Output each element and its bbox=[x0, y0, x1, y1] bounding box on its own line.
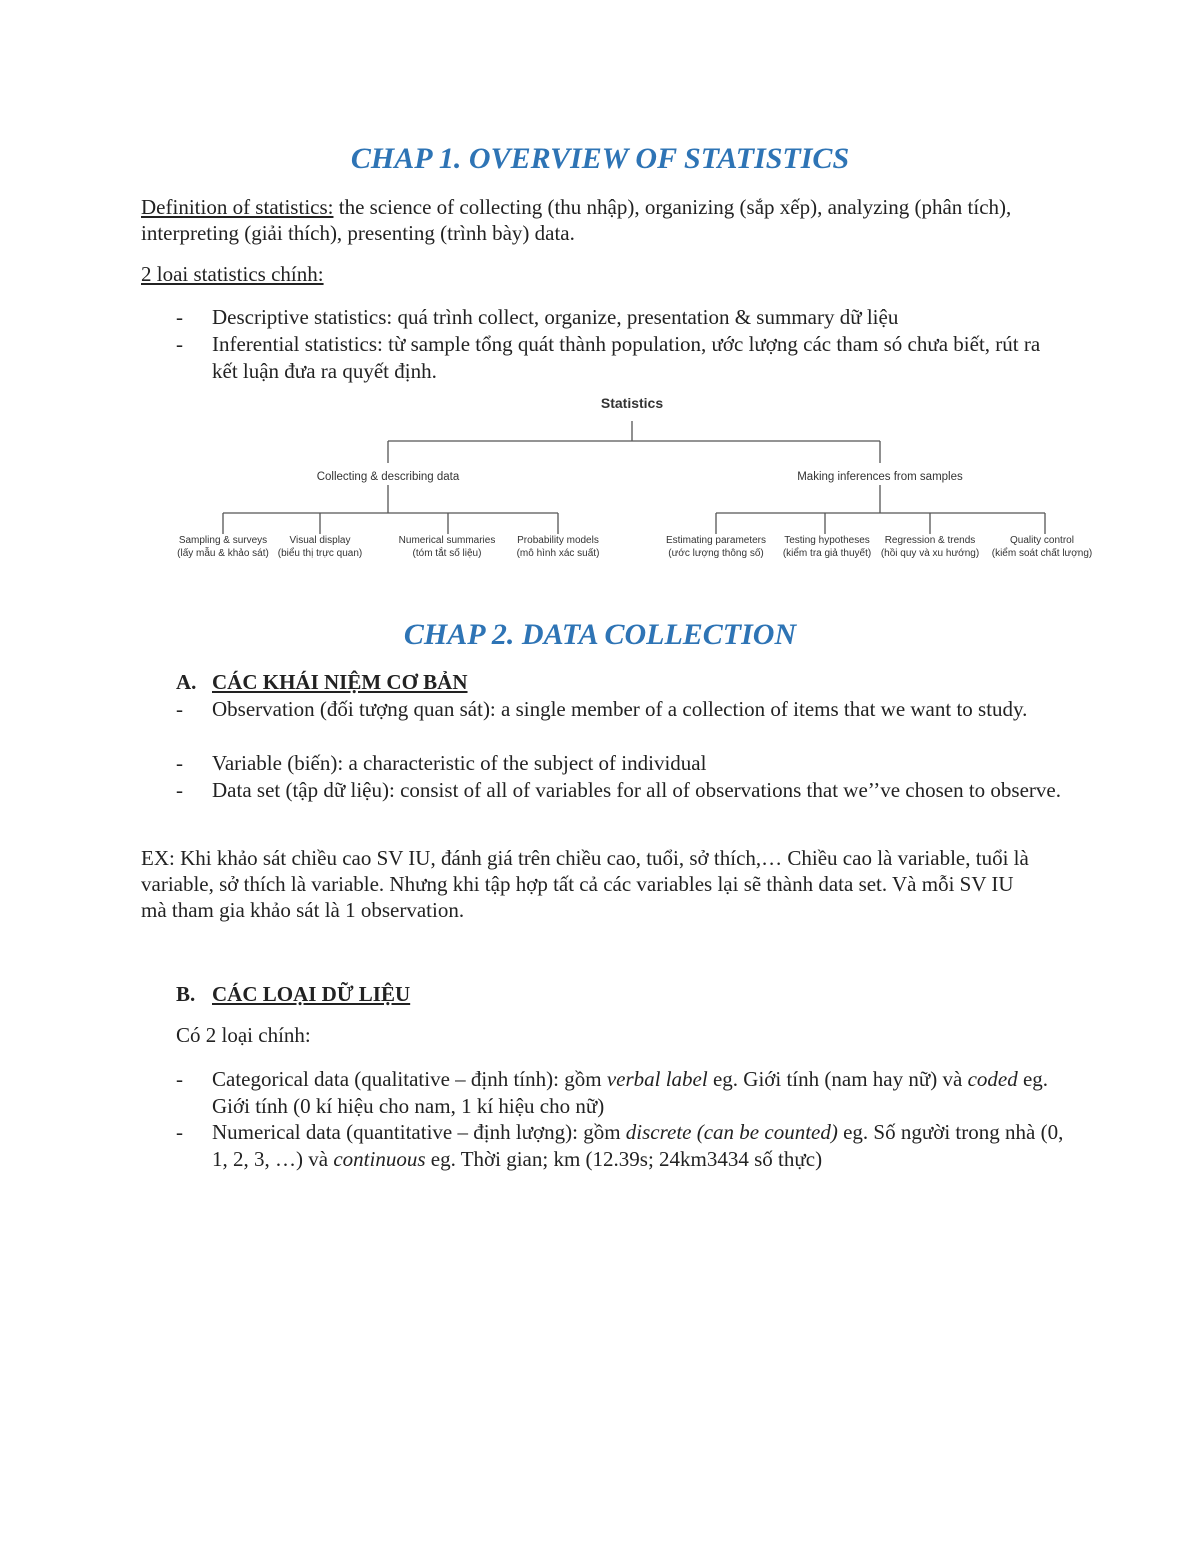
section-b-heading bbox=[176, 981, 410, 1007]
chap2-title: CHAP 2. DATA COLLECTION bbox=[403, 618, 797, 651]
term-discrete: discrete (can be counted) bbox=[625, 1120, 838, 1144]
bullet-data-set: Data set (tập dữ liệu): consist of all of variables for all of observations that we’’ve chosen to observe. bbox=[212, 778, 1061, 802]
leaf-sub: (kiểm tra giả thuyết) bbox=[782, 548, 872, 559]
bullet-numerical bbox=[212, 1119, 1066, 1172]
example-paragraph: EX: Khi khảo sát chiều cao SV IU, đánh giá trên chiều cao, tuổi, sở thích,… Chiều cao là variable, tuổi là variable, sở thích là variable. Nhưng khi tập hợp tất cả các variables lại sẽ thành data set. Và mỗi SV IU mà tham gia khảo sát là 1 observation. bbox=[141, 846, 1029, 922]
term-verbal-label: verbal label bbox=[606, 1067, 708, 1091]
section-a-heading bbox=[176, 669, 468, 695]
bullet-text: Categorical data (qualitative – định tính): gồm bbox=[212, 1067, 607, 1091]
list-item bbox=[176, 304, 1066, 331]
term-continuous: continuous bbox=[333, 1146, 426, 1171]
statistics-tree-diagram bbox=[160, 388, 1110, 573]
bullet-text: eg. Giới tính (0 kí hiệu cho nam, 1 kí hiệu cho nữ) bbox=[212, 1067, 1049, 1118]
bullet-observation: Observation (đối tượng quan sát): a single member of a collection of items that we want to study. bbox=[212, 697, 1028, 721]
definition-label: Definition of statistics: bbox=[141, 195, 334, 219]
bullet-dash: - bbox=[176, 697, 183, 721]
list-item bbox=[176, 750, 1066, 777]
leaf-sub: (ước lượng thông số) bbox=[668, 548, 764, 559]
section-b-title: CÁC LOẠI DỮ LIỆU bbox=[212, 982, 411, 1006]
leaf-label: Numerical summaries bbox=[398, 535, 496, 546]
section-a-title: CÁC KHÁI NIỆM CƠ BẢN bbox=[212, 670, 468, 694]
bullet-inferential: Inferential statistics: từ sample tổng quát thành population, ước lượng các tham só chưa biết, rút ra kết luận đưa ra quyết định. bbox=[212, 332, 1041, 383]
leaf-label: Testing hypotheses bbox=[784, 535, 870, 546]
section-b-intro: Có 2 loại chính: bbox=[176, 1023, 311, 1047]
leaf-sub: (tóm tắt số liệu) bbox=[412, 548, 482, 559]
list-item bbox=[176, 1119, 1066, 1172]
bullet-text: Numerical data (quantitative – định lượng): gồm bbox=[212, 1120, 626, 1144]
bullet-dash: - bbox=[176, 332, 183, 356]
bullet-descriptive: Descriptive statistics: quá trình collect, organize, presentation & summary dữ liệu bbox=[212, 305, 899, 329]
bullet-text: eg. Giới tính (nam hay nữ) và bbox=[707, 1067, 968, 1091]
leaf-sub: (kiểm soát chất lượng) bbox=[991, 548, 1093, 559]
chap1-title: CHAP 1. OVERVIEW OF STATISTICS bbox=[350, 142, 850, 175]
list-item bbox=[176, 331, 1066, 384]
section-a-letter: A. bbox=[176, 670, 197, 694]
diagram-root: Statistics bbox=[600, 395, 664, 411]
bullet-variable: Variable (biến): a characteristic of the subject of individual bbox=[212, 751, 707, 775]
leaf-label: Probability models bbox=[517, 535, 599, 546]
bullet-dash: - bbox=[176, 751, 183, 775]
leaf-sub: (hồi quy và xu hướng) bbox=[880, 548, 980, 559]
list-item bbox=[176, 1066, 1066, 1119]
leaf-label: Quality control bbox=[1010, 535, 1074, 546]
list-item bbox=[176, 696, 1066, 723]
diagram-left-branch: Collecting & describing data bbox=[316, 471, 460, 483]
bullet-categorical bbox=[212, 1066, 1066, 1119]
diagram-right-branch: Making inferences from samples bbox=[797, 471, 963, 483]
leaf-sub: (lấy mẫu & khảo sát) bbox=[177, 548, 269, 559]
bullet-text: eg. Số người trong nhà (0, 1, 2, 3, …) và bbox=[212, 1120, 1064, 1171]
leaf-label: Estimating parameters bbox=[665, 535, 767, 546]
definition-text: the science of collecting (thu nhập), organizing (sắp xếp), analyzing (phân tích), interpreting (giải thích), presenting (trình bày) data. bbox=[141, 195, 1012, 245]
leaf-label: Sampling & surveys bbox=[178, 535, 268, 546]
bullet-text: eg. Thời gian; km (12.39s; 24km3434 số thực) bbox=[425, 1146, 823, 1171]
types-heading bbox=[141, 261, 1061, 287]
list-item bbox=[176, 777, 1066, 804]
term-coded: coded bbox=[967, 1067, 1018, 1091]
bullet-dash: - bbox=[176, 778, 183, 802]
bullet-dash: - bbox=[176, 1120, 183, 1144]
types-heading-text: 2 loai statistics chính: bbox=[141, 262, 324, 286]
leaf-sub: (mô hình xác suất) bbox=[516, 548, 600, 559]
definition-paragraph bbox=[141, 194, 1061, 246]
bullet-dash: - bbox=[176, 1067, 183, 1091]
leaf-sub: (biểu thị trực quan) bbox=[277, 548, 363, 559]
section-b-letter: B. bbox=[176, 982, 196, 1006]
bullet-dash: - bbox=[176, 305, 183, 329]
leaf-label: Regression & trends bbox=[884, 535, 976, 546]
leaf-label: Visual display bbox=[289, 535, 351, 546]
